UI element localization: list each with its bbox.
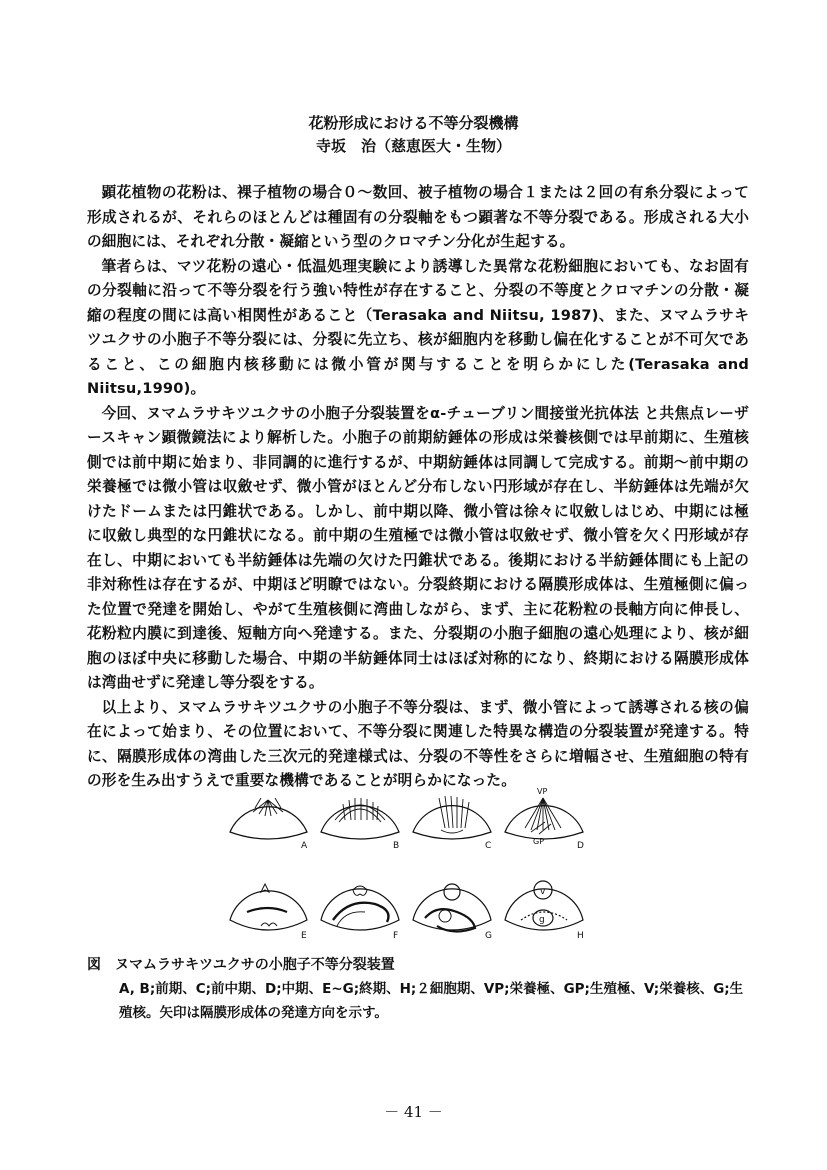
body-paragraph-4: 以上より、ヌマムラサキツユクサの小胞子不等分裂は、まず、微小管によって誘導される核の偏在によって始まり、その位置において、不等分裂に関連した特異な構造の分裂装置が発達する。特に、隔膜形成体の湾曲した三次元的発達様式は、分裂の不等性をさらに増幅させ、生殖細胞の特有の形を生み出すうえで重要な機構であることが明らかになった。 — [87, 698, 749, 789]
panel-a — [230, 798, 308, 851]
body-paragraph-2: 筆者らは、マツ花粉の遠心・低温処理実験により誘導した異常な花粉細胞においても、なお固有の分裂軸に沿って不等分裂を行う強い特性が存在すること、分裂の不等度とクロマチンの分散・凝縮の程度の間には高い相関性があること（Terasaka and Niitsu, 1987)、また、ヌマムラサキツユクサの小胞子不等分裂には、分裂に先立ち、核が細胞内を移動し偏在化することが不可欠であること、この細胞内核移動には微小管が関与することを明らかにした(Terasaka and Niitsu,1990)。 — [87, 257, 749, 397]
figure-caption — [87, 953, 749, 1025]
svg-text:C: C — [485, 841, 492, 851]
body-paragraph-3: 今回、ヌマムラサキツユクサの小胞子分裂装置をα-チューブリン間接蛍光抗体法 と共焦点レーザースキャン顕微鏡法により解析した。小胞子の前期紡錘体の形成は栄養核側では早前期に、生殖核側では前中期に始まり、非同調的に進行するが、中期紡錘体は同調して完成する。前期～前中期の栄養極では微小管は収斂せず、微小管がほとんど分布しない円形域が存在し、半紡錘体は先端が欠けたドームまたは円錐状である。しかし、前中期以降、微小管は徐々に収斂しはじめ、中期には極に収斂し典型的な円錐状になる。前中期の生殖極では微小管は収斂せず、微小管を欠く円形域が存在し、中期においても半紡錘体は先端の欠けた円錐状である。後期における半紡錘体間にも上記の非対称性は存在するが、中期ほど明瞭ではない。分裂終期における隔膜形成体は、生殖極側に偏った位置で発達を開始し、やがて生殖核側に湾曲しながら、まず、主に花粉粒の長軸方向に伸長し、花粉粒内膜に到達後、短軸方向へ発達する。また、分裂期の小胞子細胞の遠心処理により、核が細胞のほぼ中央に移動した場合、中期の半紡錘体同士はほぼ対称的になり、終期における隔膜形成体は湾曲せずに発達し等分裂をする。 — [87, 404, 749, 691]
svg-text:F: F — [393, 931, 399, 941]
panel-d — [505, 787, 584, 851]
svg-text:g: g — [539, 915, 545, 925]
svg-text:A: A — [301, 841, 308, 851]
svg-text:H: H — [577, 931, 584, 941]
body-paragraph-1: 顕花植物の花粉は、裸子植物の場合０～数回、被子植物の場合１または２回の有糸分裂によって形成されるが、それらのほとんどは種固有の分裂軸をもつ顕著な不等分裂である。形成される大小の細胞には、それぞれ分散・凝縮という型のクロマチン分化が生起する。 — [87, 184, 749, 250]
figure-caption-title: 図 ヌマムラサキツユクサの小胞子不等分裂装置 — [87, 957, 395, 973]
figure-spindle-diagrams — [225, 780, 605, 950]
paper-author: 寺坂 治（慈恵医大・生物） — [315, 137, 511, 155]
panel-f — [321, 886, 399, 941]
paper-body — [87, 181, 749, 794]
figure-caption-note: A, B;前期、C;前中期、D;中期、E~G;終期、H;２細胞期、VP;栄養極、GP;生殖極、V;栄養核、G;生殖核。矢印は隔膜形成体の発達方向を示す。 — [119, 981, 744, 1021]
page-number: － 41 － — [384, 1103, 443, 1121]
panel-g — [413, 884, 492, 941]
panel-c — [413, 796, 491, 851]
panel-b — [321, 798, 399, 851]
svg-text:G: G — [485, 931, 492, 941]
paper-title: 花粉形成における不等分裂機構 — [308, 114, 519, 132]
panel-e — [230, 884, 307, 941]
svg-text:VP: VP — [537, 787, 548, 796]
svg-text:D: D — [577, 841, 584, 851]
svg-text:GP: GP — [533, 837, 545, 846]
panel-h — [505, 881, 584, 941]
svg-text:v: v — [540, 887, 546, 897]
svg-text:E: E — [301, 931, 307, 941]
svg-text:B: B — [393, 841, 400, 851]
